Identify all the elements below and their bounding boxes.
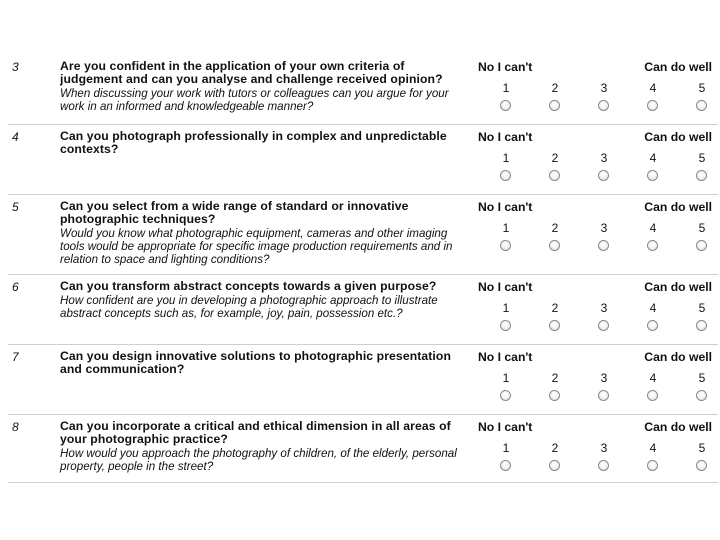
rating-option-number: 1 (502, 81, 510, 95)
question-row (8, 420, 718, 483)
question-number: 5 (12, 200, 19, 214)
rating-option-number: 4 (649, 301, 657, 315)
scale-low-label: No I can't (478, 130, 533, 144)
rating-radio-4[interactable] (647, 390, 658, 401)
scale-high-label: Can do well (644, 420, 712, 434)
rating-option-number: 2 (551, 441, 559, 455)
rating-option-number: 1 (502, 151, 510, 165)
scale-low-label: No I can't (478, 280, 533, 294)
rating-scale (474, 280, 718, 340)
rating-option-number: 2 (551, 151, 559, 165)
rating-scale (474, 60, 718, 120)
rating-option-number: 5 (698, 441, 706, 455)
rating-option-number: 4 (649, 81, 657, 95)
scale-low-label: No I can't (478, 350, 533, 364)
question-title: Can you select from a wide range of standard or innovative photographic techniques? (60, 199, 409, 226)
rating-radio-3[interactable] (598, 240, 609, 251)
rating-radio-1[interactable] (500, 240, 511, 251)
rating-radio-2[interactable] (549, 460, 560, 471)
rating-scale (474, 350, 718, 410)
rating-option-number: 4 (649, 221, 657, 235)
question-text-block (60, 350, 468, 376)
rating-radio-5[interactable] (696, 240, 707, 251)
question-text-block (60, 280, 468, 320)
question-title: Can you incorporate a critical and ethical dimension in all areas of your photographic practice? (60, 419, 451, 446)
rating-option-number: 5 (698, 301, 706, 315)
question-text-block (60, 200, 468, 266)
question-title: Are you confident in the application of your own criteria of judgement and can you analyse and challenge received opinion? (60, 59, 443, 86)
rating-option-number: 2 (551, 371, 559, 385)
rating-radio-3[interactable] (598, 170, 609, 181)
scale-high-label: Can do well (644, 60, 712, 74)
rating-option-number: 3 (600, 441, 608, 455)
rating-radio-2[interactable] (549, 320, 560, 331)
rating-radio-5[interactable] (696, 100, 707, 111)
rating-radio-3[interactable] (598, 390, 609, 401)
rating-option-number: 3 (600, 221, 608, 235)
rating-radio-5[interactable] (696, 460, 707, 471)
rating-option-number: 2 (551, 301, 559, 315)
rating-option-number: 3 (600, 371, 608, 385)
question-hint: How confident are you in developing a photographic approach to illustrate abstract concepts such as, for example, joy, pain, possession etc.? (60, 294, 438, 320)
question-row (8, 280, 718, 345)
rating-option-number: 5 (698, 371, 706, 385)
rating-option-number: 3 (600, 81, 608, 95)
question-title: Can you transform abstract concepts towards a given purpose? (60, 279, 437, 293)
rating-radio-5[interactable] (696, 170, 707, 181)
question-row (8, 350, 718, 415)
rating-option-number: 1 (502, 441, 510, 455)
question-hint: When discussing your work with tutors or colleagues can you argue for your work in an informed and knowledgeable manner? (60, 87, 449, 113)
rating-option-number: 1 (502, 301, 510, 315)
rating-radio-1[interactable] (500, 170, 511, 181)
question-number: 8 (12, 420, 19, 434)
rating-scale (474, 200, 718, 260)
rating-radio-4[interactable] (647, 320, 658, 331)
scale-low-label: No I can't (478, 420, 533, 434)
rating-option-number: 1 (502, 371, 510, 385)
question-text-block (60, 130, 468, 156)
rating-option-number: 4 (649, 151, 657, 165)
question-number: 7 (12, 350, 19, 364)
rating-option-number: 4 (649, 371, 657, 385)
rating-radio-5[interactable] (696, 390, 707, 401)
rating-radio-2[interactable] (549, 100, 560, 111)
question-row (8, 200, 718, 275)
question-number: 4 (12, 130, 19, 144)
question-text-block (60, 420, 468, 473)
question-number: 6 (12, 280, 19, 294)
rating-radio-4[interactable] (647, 170, 658, 181)
scale-high-label: Can do well (644, 130, 712, 144)
rating-radio-2[interactable] (549, 170, 560, 181)
rating-scale (474, 130, 718, 190)
rating-option-number: 2 (551, 221, 559, 235)
rating-radio-3[interactable] (598, 320, 609, 331)
question-text-block (60, 60, 468, 113)
rating-radio-1[interactable] (500, 390, 511, 401)
rating-radio-4[interactable] (647, 240, 658, 251)
rating-option-number: 5 (698, 151, 706, 165)
rating-radio-1[interactable] (500, 320, 511, 331)
scale-low-label: No I can't (478, 60, 533, 74)
rating-scale (474, 420, 718, 480)
rating-radio-3[interactable] (598, 100, 609, 111)
question-title: Can you design innovative solutions to photographic presentation and communication? (60, 349, 452, 376)
rating-option-number: 5 (698, 221, 706, 235)
scale-high-label: Can do well (644, 350, 712, 364)
scale-high-label: Can do well (644, 200, 712, 214)
rating-radio-2[interactable] (549, 240, 560, 251)
rating-option-number: 3 (600, 301, 608, 315)
question-number: 3 (12, 60, 19, 74)
rating-radio-4[interactable] (647, 460, 658, 471)
rating-option-number: 1 (502, 221, 510, 235)
scale-low-label: No I can't (478, 200, 533, 214)
scale-high-label: Can do well (644, 280, 712, 294)
question-row (8, 60, 718, 125)
question-hint: Would you know what photographic equipment, cameras and other imaging tools would be appropriate for specific image production requirements and in relation to space and lighting conditions? (60, 227, 453, 266)
rating-radio-4[interactable] (647, 100, 658, 111)
rating-option-number: 4 (649, 441, 657, 455)
rating-radio-3[interactable] (598, 460, 609, 471)
rating-option-number: 3 (600, 151, 608, 165)
rating-option-number: 2 (551, 81, 559, 95)
rating-radio-2[interactable] (549, 390, 560, 401)
question-row (8, 130, 718, 195)
rating-radio-5[interactable] (696, 320, 707, 331)
question-title: Can you photograph professionally in complex and unpredictable contexts? (60, 129, 447, 156)
rating-radio-1[interactable] (500, 460, 511, 471)
rating-radio-1[interactable] (500, 100, 511, 111)
question-hint: How would you approach the photography of children, of the elderly, personal property, people in the street? (60, 447, 457, 473)
rating-option-number: 5 (698, 81, 706, 95)
